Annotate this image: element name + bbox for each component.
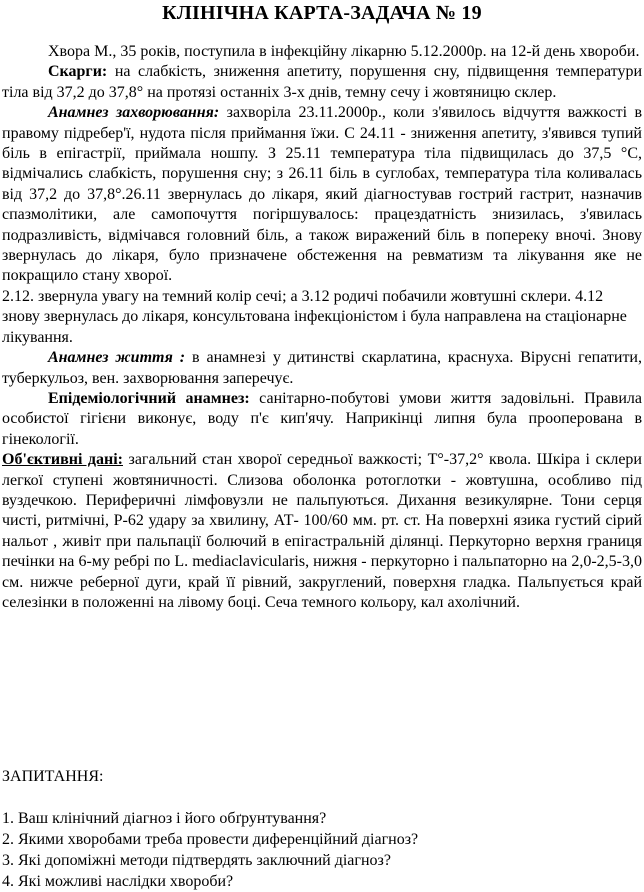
anamnesis-life-section [2, 348, 642, 389]
case-body [2, 42, 642, 613]
objective-section [2, 450, 642, 613]
objective-text: загальний стан хворої середньої важкості; Т°-37,2° квола. Шкіра і склери легкої ступені жовтяничності. Слизова оболонка ротоглотки - жовтушна, особливо під вуздечкою. Периферичні лімфовузли не пальпуються. Дихання везикулярне. Тони серця чисті, ритмічні, Р-62 удару за хвилину, АТ- 100/60 мм. рт. ст. На поверхні язика густий сірий нальот , живіт при пальпації болючий в епігастральній ділянці. Перкуторно верхня границя печінки на 6-му ребрі по L. mediaclavicularis, нижня - перкуторно і пальпаторно на 2,0-2,5-3,0 см. нижче реберної дуги, край її рівний, закруглений, поверхня гладка. Пальпується край селезінки в положенні на лівому боці. Сеча темного кольору, кал ахолічний. [2, 451, 642, 611]
anamnesis-life-label: Анамнез життя : [48, 349, 186, 367]
question-item: 3. Які допоміжні методи підтвердять заключний діагноз? [2, 852, 391, 869]
complaints-section [2, 62, 642, 103]
epidemiology-text: санітарно-побутові умови життя задовільні. Правила особистої гігієни виконує, воду п'є кип'ячу. Наприкінці липня була прооперована в гінекології. [2, 389, 642, 448]
patient-intro: Хвора М., 35 років, поступила в інфекційну лікарню 5.12.2000р. на 12-й день хвороби. [48, 43, 640, 60]
anamnesis-life-text: в анамнезі у дитинстві скарлатина, краснуха. Вірусні гепатити, туберкульоз, вен. захворювання заперечує. [2, 349, 642, 387]
question-item: 1. Ваш клінічний діагноз і його обґрунтування? [2, 810, 327, 827]
epidemiology-label: Епідеміологічний анамнез: [48, 389, 250, 407]
complaints-label: Скарги: [48, 63, 108, 81]
complaints-text: на слабкість, зниження апетиту, порушення сну, підвищення температури тіла від 37,2 до 37,8° на протязі останніх 3-х днів, темну сечу і жовтяницю склер. [2, 63, 642, 101]
epidemiology-section [2, 389, 642, 450]
questions-section [2, 766, 642, 892]
anamnesis-disease-label: Анамнез захворювання: [48, 104, 220, 122]
anamnesis-disease-section [2, 103, 642, 287]
objective-label: Об'єктивні дані: [2, 451, 123, 469]
anamnesis-disease-continuation: 2.12. звернула увагу на темний колір сечі; а 3.12 родичі побачили жовтушні склери. 4.12 знову звернулась до лікаря, консультована інфекціоністом і була направлена на стаціонарне лікування. [2, 287, 627, 346]
question-item: 2. Якими хворобами треба провести диференційний діагноз? [2, 831, 419, 848]
anamnesis-disease-text: захворіла 23.11.2000р., коли з'явилось відчуття важкості в правому підребер'ї, нудота після приймання їжи. С 24.11 - зниження апетиту, з'явився тупий біль в епігастрії, приймала ношпу. З 25.11 температура тіла підвищилась до 37,5 °С, відмічались слабкість, порушення сну; з 26.11 біль в суглобах, температура тіла коливалась від 37,2 до 37,8°.26.11 звернулась до лікаря, який діагностував гострий гастрит, назначив спазмолітики, але самопочуття погіршувалось: працездатність знизилась, з'явилась подразливість, відмічався головний біль, а також виражений біль в попереку вночі. Знову звернулась до лікаря, було призначене обстеження на ревматизм та лікування яке не покращило стану хворої. [2, 104, 643, 285]
document-title: КЛІНІЧНА КАРТА-ЗАДАЧА № 19 [162, 2, 482, 24]
question-item: 4. Які можливі наслідки хвороби? [2, 873, 234, 890]
questions-heading: ЗАПИТАННЯ: [2, 768, 104, 785]
